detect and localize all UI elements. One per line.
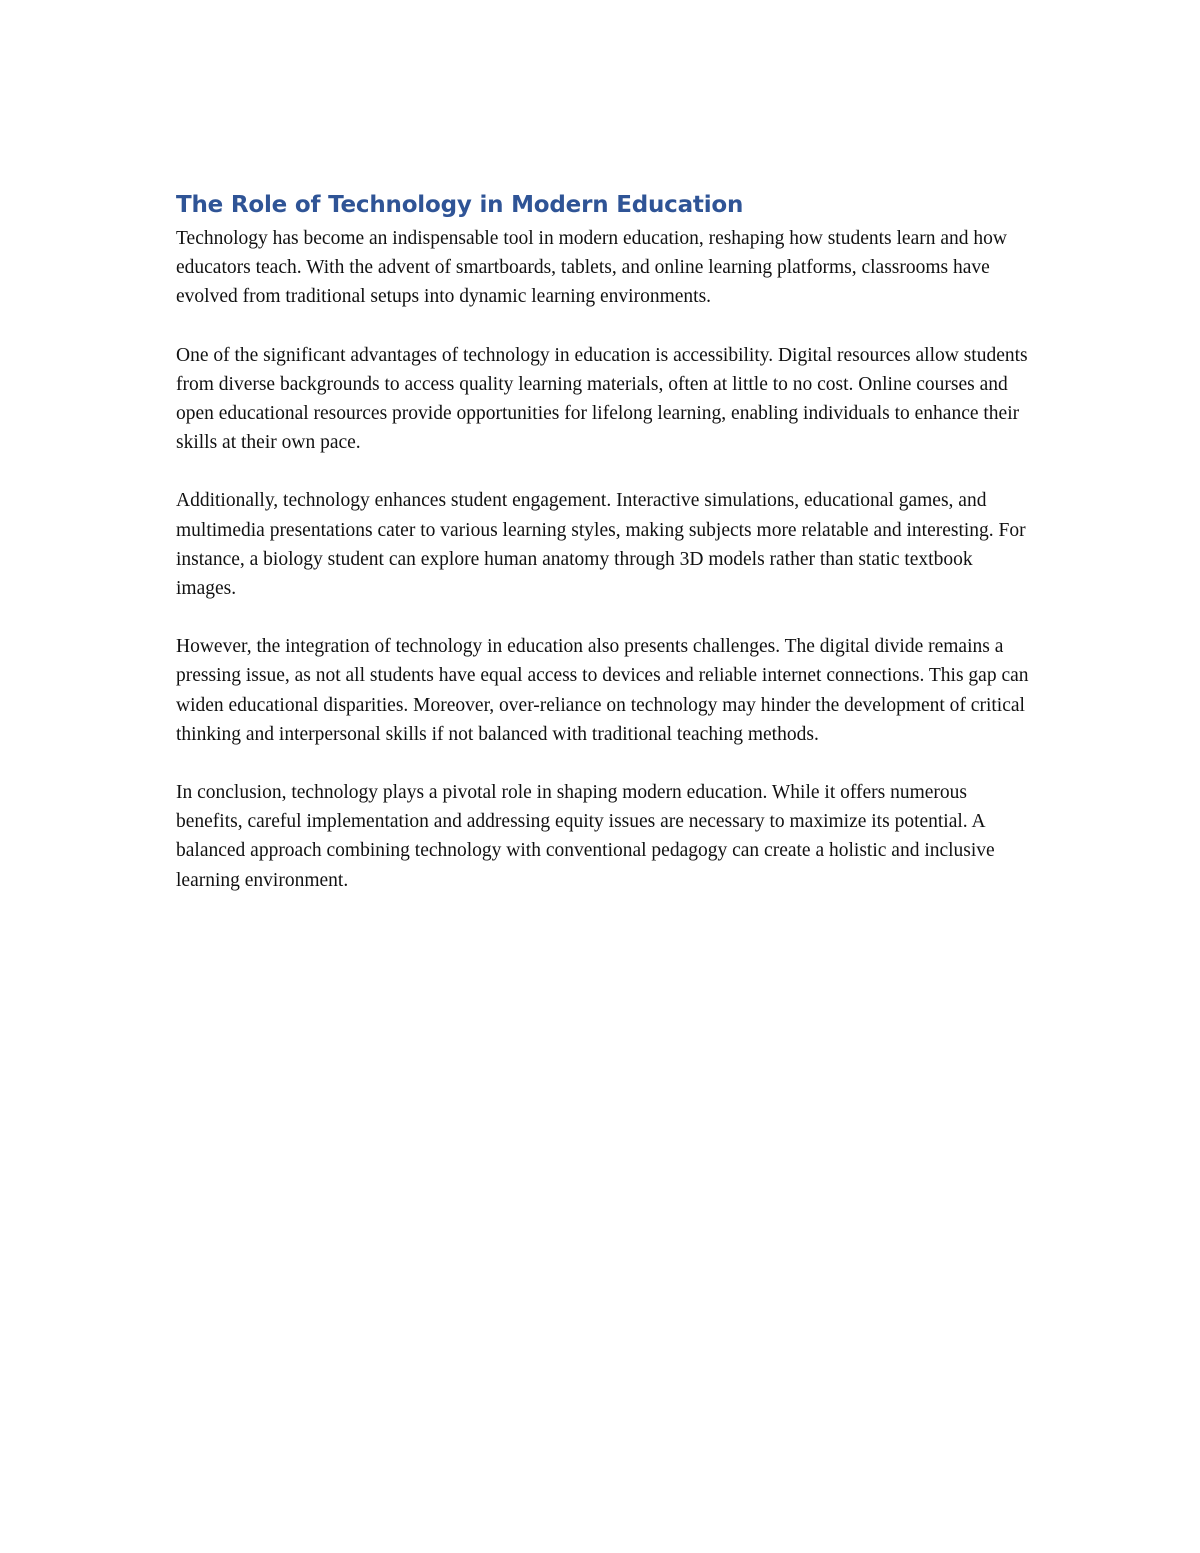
- paragraph-engagement: Additionally, technology enhances student engagement. Interactive simulations, educational games, and multimedia presentations cater to various learning styles, making subjects more relatable and interesting. For instance, a biology student can explore human anatomy through 3D models rather than static textbook images.: [176, 490, 1026, 600]
- paragraph-challenges: However, the integration of technology in education also presents challenges. The digital divide remains a pressing issue, as not all students have equal access to devices and reliable internet connections. This gap can widen educational disparities. Moreover, over-reliance on technology may hinder the development of critical thinking and interpersonal skills if not balanced with traditional teaching methods.: [176, 636, 1029, 745]
- paragraph-intro: Technology has become an indispensable tool in modern education, reshaping how students learn and how educators teach. With the advent of smartboards, tablets, and online learning platforms, classrooms have evolved from traditional setups into dynamic learning environments.: [176, 228, 1007, 308]
- document-title: The Role of Technology in Modern Education: [176, 192, 744, 218]
- paragraph-conclusion: In conclusion, technology plays a pivotal role in shaping modern education. While it offers numerous benefits, careful implementation and addressing equity issues are necessary to maximize its potential. A balanced approach combining technology with conventional pedagogy can create a holistic and inclusive learning environment.: [176, 782, 995, 891]
- document-body: [176, 186, 1036, 895]
- paragraph-accessibility: One of the significant advantages of technology in education is accessibility. Digital resources allow students from diverse backgrounds to access quality learning materials, often at little to no cost. Online courses and open educational resources provide opportunities for lifelong learning, enabling individuals to enhance their skills at their own pace.: [176, 344, 1028, 454]
